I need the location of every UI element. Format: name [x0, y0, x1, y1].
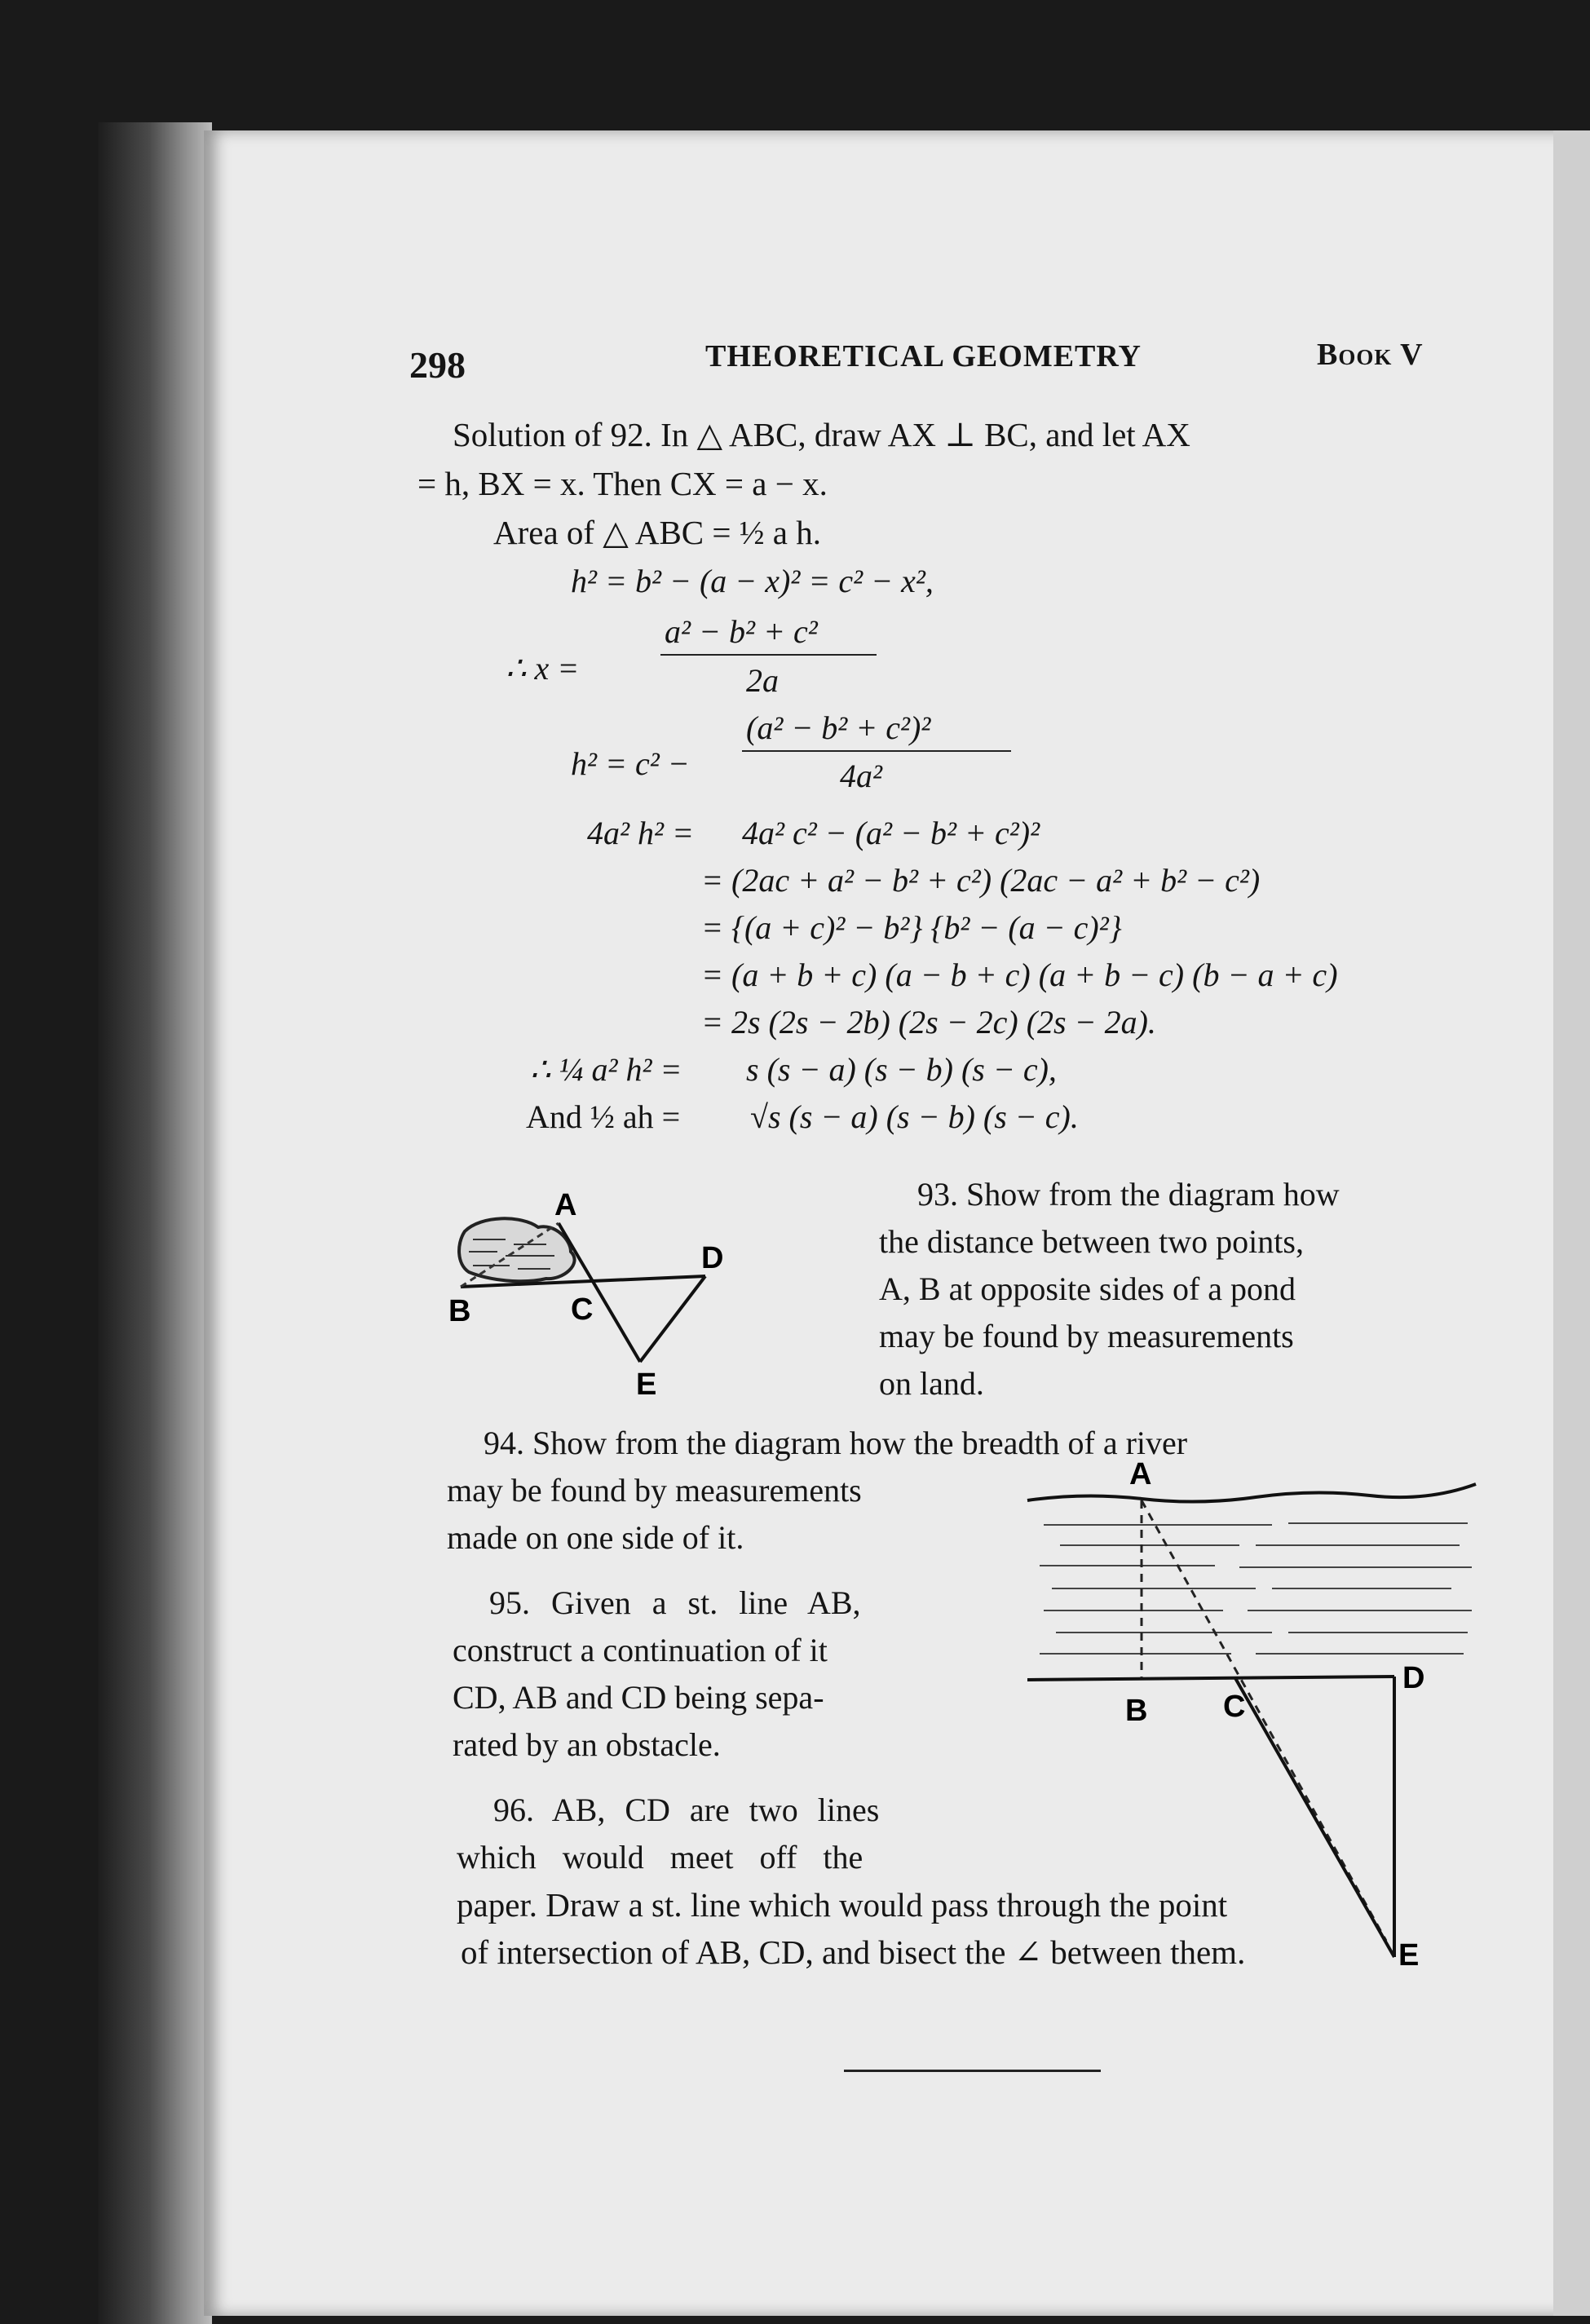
equation-2-numerator: a² − b² + c² [665, 613, 818, 650]
ex96-line-3: paper. Draw a st. line which would pass through the point [457, 1886, 1228, 1924]
ex96-line-2: which would meet off the [457, 1839, 863, 1876]
label-d: D [701, 1241, 724, 1275]
fraction-bar [742, 750, 1011, 752]
equation-2-lhs: ∴ x = [506, 650, 580, 687]
fraction-bar [660, 654, 877, 656]
label-b: B [448, 1294, 471, 1328]
label-b: B [1125, 1694, 1148, 1728]
equation-7: = (a + b + c) (a − b + c) (a + b − c) (b − a + c) [701, 957, 1338, 993]
page-number: 298 [409, 344, 466, 386]
label-d: D [1402, 1661, 1425, 1695]
book-page [204, 130, 1574, 2316]
book-gutter-shadow [98, 122, 212, 2324]
ex95-line-1: 95. Given a st. line AB, [489, 1584, 861, 1621]
label-c: C [1223, 1690, 1246, 1724]
label-a: A [1129, 1457, 1152, 1491]
page-right-edge [1553, 130, 1590, 2316]
ex93-line-4: may be found by measurements [879, 1318, 1294, 1354]
equation-2-denominator: 2a [746, 662, 779, 699]
equation-3-numerator: (a² − b² + c²)² [746, 709, 931, 746]
equation-8: = 2s (2s − 2b) (2s − 2c) (2s − 2a). [701, 1004, 1156, 1040]
equation-10-lhs: And ½ ah = [526, 1098, 681, 1135]
equation-4-lhs: 4a² h² = [587, 815, 694, 851]
ex94-line-2: may be found by measurements [447, 1472, 862, 1509]
water-hatching [1040, 1523, 1472, 1654]
label-a: A [554, 1188, 577, 1222]
line-ce [1235, 1678, 1394, 1957]
label-e: E [636, 1367, 657, 1402]
equation-5: = (2ac + a² − b² + c²) (2ac − a² + b² − c²) [701, 862, 1261, 899]
book-label: Book V [1317, 338, 1424, 372]
equation-3-lhs: h² = c² − [571, 745, 690, 782]
equation-9-rhs: s (s − a) (s − b) (s − c), [746, 1051, 1057, 1088]
river-far-bank [1027, 1484, 1476, 1502]
equation-4-rhs: 4a² c² − (a² − b² + c²)² [742, 815, 1040, 851]
equation-6: = {(a + c)² − b²} {b² − (a − c)²} [701, 909, 1122, 946]
label-e: E [1398, 1938, 1420, 1973]
ex96-line-1: 96. AB, CD are two lines [493, 1792, 880, 1828]
section-divider [844, 2070, 1101, 2072]
equation-10-rhs: √s (s − a) (s − b) (s − c). [750, 1098, 1079, 1135]
ex93-line-1: 93. Show from the diagram how [917, 1176, 1340, 1213]
river-near-bank [1027, 1677, 1394, 1680]
ex93-line-3: A, B at opposite sides of a pond [879, 1270, 1296, 1307]
ex95-line-3: CD, AB and CD being sepa- [453, 1679, 824, 1716]
area-formula: Area of △ ABC = ½ a h. [493, 514, 821, 551]
equation-1: h² = b² − (a − x)² = c² − x², [571, 563, 934, 599]
running-title: THEORETICAL GEOMETRY [705, 339, 1142, 373]
ex93-line-5: on land. [879, 1365, 984, 1402]
ex96-line-4: of intersection of AB, CD, and bisect the ∠ between them. [461, 1933, 1246, 1971]
ex95-line-4: rated by an obstacle. [453, 1726, 721, 1763]
solution-line-2: = h, BX = x. Then CX = a − x. [417, 465, 828, 502]
pond-diagram [448, 1188, 775, 1411]
line-de [640, 1276, 705, 1362]
solution-line-1: Solution of 92. In △ ABC, draw AX ⊥ BC, and let AX [453, 416, 1190, 453]
ex94-line-3: made on one side of it. [447, 1519, 744, 1556]
equation-3-denominator: 4a² [840, 758, 882, 794]
pond-shape [459, 1218, 575, 1281]
ex94-line-1: 94. Show from the diagram how the breadth of a river [484, 1425, 1188, 1461]
equation-9-lhs: ∴ ¼ a² h² = [530, 1051, 682, 1088]
ex93-line-2: the distance between two points, [879, 1223, 1304, 1260]
ex95-line-2: construct a continuation of it [453, 1632, 828, 1668]
label-c: C [571, 1292, 594, 1327]
